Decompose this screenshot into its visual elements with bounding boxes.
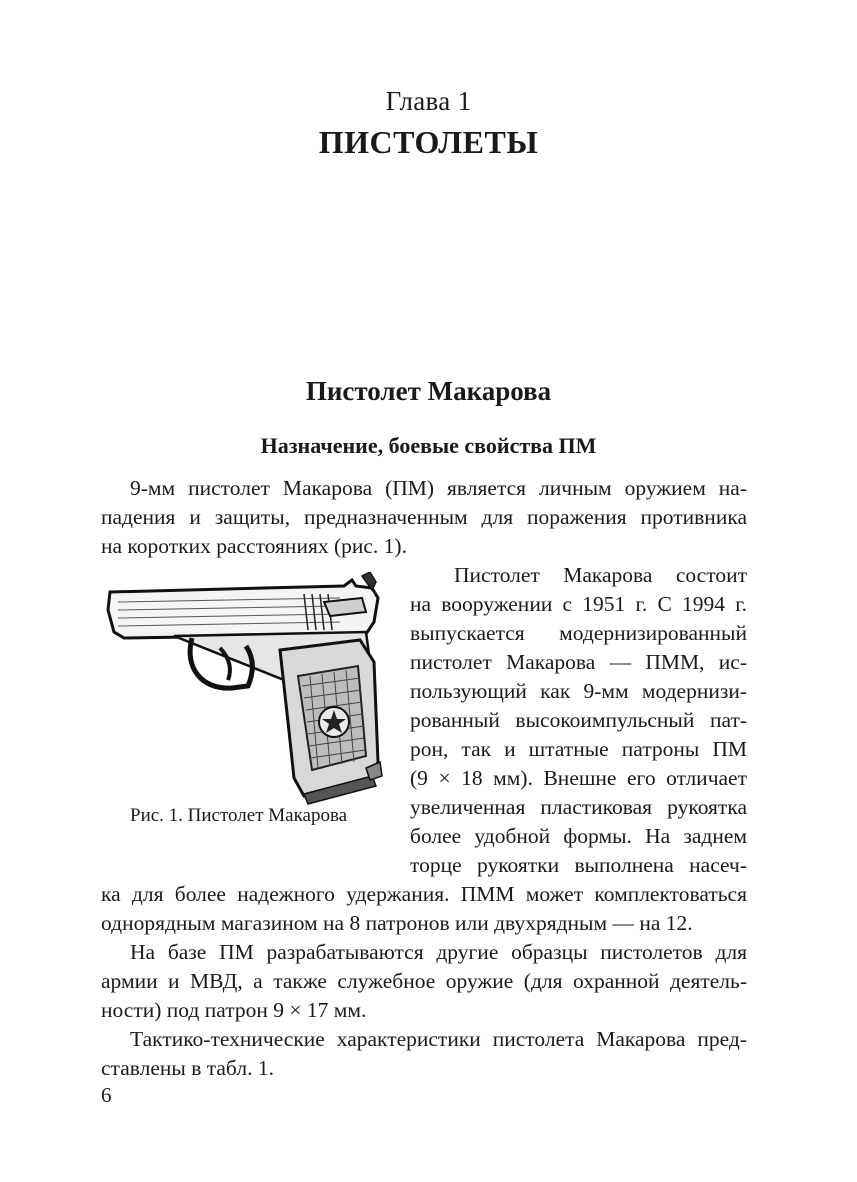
paragraph-line: пользующий как 9-мм модернизи-	[410, 679, 747, 703]
paragraph-line: Тактико-технические характеристики пистолета Макарова пред-	[130, 1027, 747, 1051]
paragraph-line: более удобной формы. На заднем	[410, 824, 747, 848]
pistol-illustration	[104, 572, 394, 810]
paragraph-line: однорядным магазином на 8 патронов или двухрядным — на 12.	[101, 911, 693, 935]
paragraph-line: пистолет Макарова — ПММ, ис-	[410, 650, 747, 674]
paragraph-line: армии и МВД, а также служебное оружие (для охранной деятель-	[101, 969, 747, 993]
paragraph-line: ка для более надежного удержания. ПММ может комплектоваться	[101, 882, 747, 906]
chapter-label: Глава 1	[385, 86, 472, 116]
paragraph-line: 9-мм пистолет Макарова (ПМ) является личным оружием на-	[130, 476, 747, 500]
paragraph-line: на вооружении с 1951 г. С 1994 г.	[410, 592, 747, 616]
figure-caption: Рис. 1. Пистолет Макарова	[130, 805, 348, 826]
chapter-title: ПИСТОЛЕТЫ	[318, 124, 539, 160]
paragraph-line: выпускается модернизированный	[410, 621, 747, 645]
subsection-title: Назначение, боевые свойства ПМ	[260, 433, 597, 458]
paragraph-line: Пистолет Макарова состоит	[454, 563, 747, 587]
section-title: Пистолет Макарова	[305, 376, 552, 406]
paragraph-line: рон, так и штатные патроны ПМ	[410, 737, 747, 761]
page-number: 6	[101, 1083, 112, 1107]
paragraph-line: на коротких расстояниях (рис. 1).	[101, 534, 407, 558]
paragraph-line: ставлены в табл. 1.	[101, 1056, 274, 1080]
paragraph-line: (9 × 18 мм). Внешне его отличает	[410, 766, 747, 790]
paragraph-line: ности) под патрон 9 × 17 мм.	[101, 998, 367, 1022]
paragraph-line: увеличенная пластиковая рукоятка	[410, 795, 747, 819]
paragraph-line: рованный высокоимпульсный пат-	[410, 708, 747, 732]
paragraph-line: торце рукоятки выполнена насеч-	[410, 853, 747, 877]
paragraph-line: падения и защиты, предназначенным для поражения противника	[101, 505, 747, 529]
paragraph-line: На базе ПМ разрабатываются другие образцы пистолетов для	[130, 940, 747, 964]
